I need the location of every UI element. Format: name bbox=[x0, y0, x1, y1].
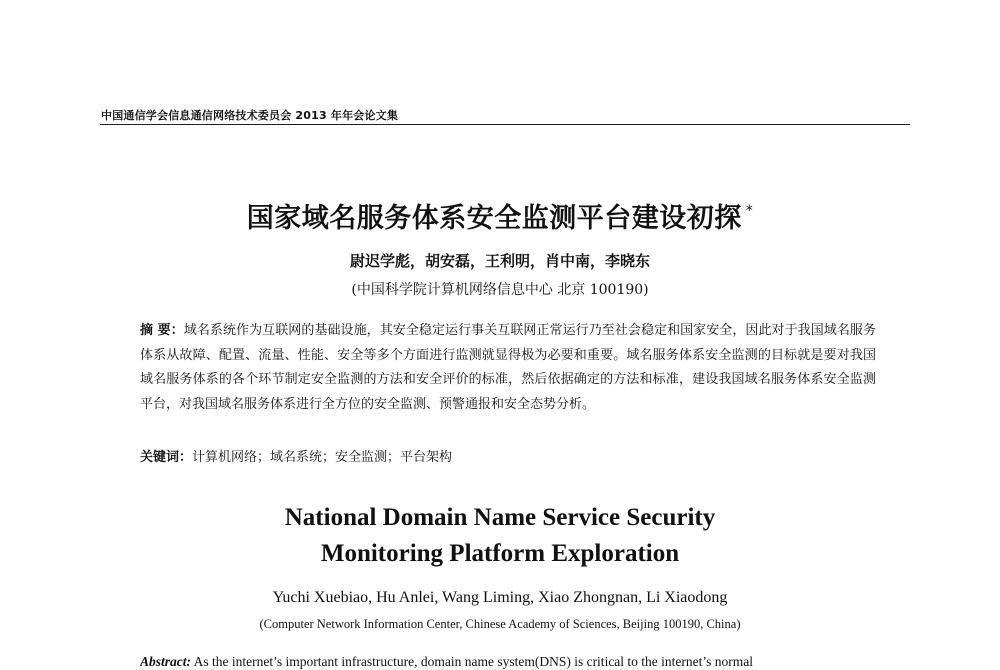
chinese-keywords-text: 计算机网络；域名系统；安全监测；平台架构 bbox=[192, 450, 453, 465]
english-abstract-label: Abstract: bbox=[140, 654, 192, 669]
chinese-abstract bbox=[140, 319, 876, 417]
chinese-keywords bbox=[140, 446, 876, 465]
english-abstract-text: As the internet’s important infrastructure, domain name system(DNS) is critical to the internet’s normal bbox=[193, 654, 754, 669]
chinese-abstract-text: 域名系统作为互联网的基础设施，其安全稳定运行事关互联网正常运行乃至社会稳定和国家安全，因此对于我国域名服务体系从故障、配置、流量、性能、安全等多个方面进行监测就显得极为必要和重要。域名服务体系安全监测的目标就是要对我国域名服务体系的各个环节制定安全监测的方法和安全评价的标准，然后依据确定的方法和标准，建设我国域名服务体系安全监测平台，对我国域名服务体系进行全方位的安全监测、预警通报和安全态势分析。 bbox=[140, 323, 876, 412]
chinese-affiliation: (中国科学院计算机网络信息中心 北京 100190) bbox=[351, 282, 649, 298]
chinese-title bbox=[0, 196, 1000, 235]
title-footnote-mark: * bbox=[745, 203, 754, 219]
english-affiliation: (Computer Network Information Center, Chinese Academy of Sciences, Beijing 100190, China) bbox=[259, 617, 741, 631]
english-authors: Yuchi Xuebiao, Hu Anlei, Wang Liming, Xiao Zhongnan, Li Xiaodong bbox=[272, 589, 728, 606]
english-title-line-2: Monitoring Platform Exploration bbox=[320, 540, 680, 567]
chinese-authors: 尉迟学彪，胡安磊，王利明，肖中南，李晓东 bbox=[349, 252, 650, 270]
chinese-keywords-label: 关键词： bbox=[140, 450, 193, 465]
english-abstract bbox=[140, 654, 876, 670]
english-title bbox=[0, 500, 1000, 572]
header-rule bbox=[100, 124, 910, 125]
running-header: 中国通信学会信息通信网络技术委员会 2013 年年会论文集 bbox=[101, 109, 399, 122]
chinese-title-text: 国家域名服务体系安全监测平台建设初探 bbox=[246, 203, 742, 234]
english-title-line-1: National Domain Name Service Security bbox=[284, 504, 716, 531]
chinese-abstract-label: 摘 要： bbox=[140, 323, 184, 338]
